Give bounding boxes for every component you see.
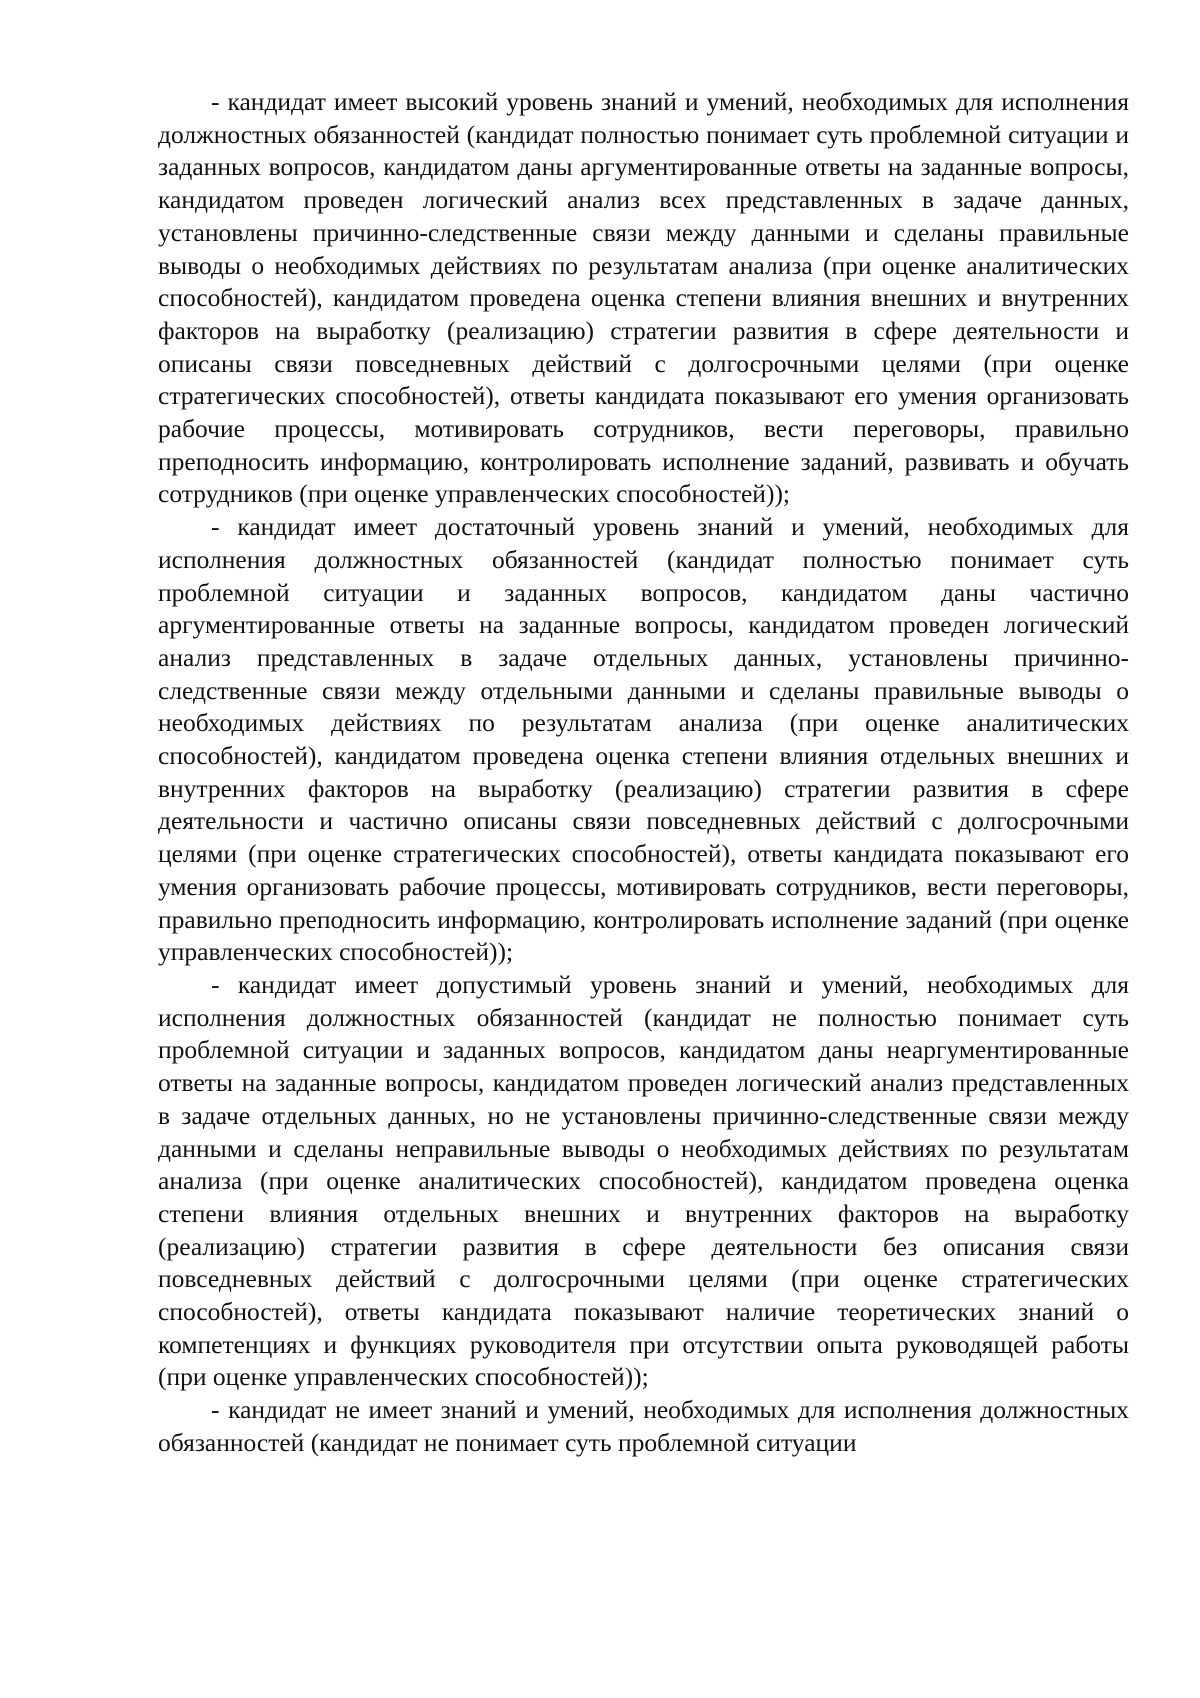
- paragraph-no-knowledge: - кандидат не имеет знаний и умений, необходимых для исполнения должностных обязанностей (кандидат не понимает суть проблемной ситуации: [158, 1395, 1129, 1457]
- paragraph-high-level: - кандидат имеет высокий уровень знаний и умений, необходимых для исполнения должностных обязанностей (кандидат полностью понимает суть проблемной ситуации и заданных вопросов, кандидатом даны аргументированные ответы на заданные вопросы, кандидатом проведен логический анализ всех представленных в задаче данных, установлены причинно-следственные связи между данными и сделаны правильные выводы о необходимых действиях по результатам анализа (при оценке аналитических способностей), кандидатом проведена оценка степени влияния внешних и внутренних факторов на выработку (реализацию) стратегии развития в сфере деятельности и описаны связи повседневных действий с долгосрочными целями (при оценке стратегических способностей), ответы кандидата показывают его умения организовать рабочие процессы, мотивировать сотрудников, вести переговоры, правильно преподносить информацию, контролировать исполнение заданий, развивать и обучать сотрудников (при оценке управленческих способностей));: [158, 87, 1129, 509]
- document-body: [158, 86, 1129, 1460]
- paragraph-acceptable-level: - кандидат имеет допустимый уровень знаний и умений, необходимых для исполнения должностных обязанностей (кандидат не полностью понимает суть проблемной ситуации и заданных вопросов, кандидатом даны неаргументированные ответы на заданные вопросы, кандидатом проведен логический анализ представленных в задаче отдельных данных, но не установлены причинно-следственные связи между данными и сделаны неправильные выводы о необходимых действиях по результатам анализа (при оценке аналитических способностей), кандидатом проведена оценка степени влияния отдельных внешних и внутренних факторов на выработку (реализацию) стратегии развития в сфере деятельности без описания связи повседневных действий с долгосрочными целями (при оценке стратегических способностей), ответы кандидата показывают наличие теоретических знаний о компетенциях и функциях руководителя при отсутствии опыта руководящей работы (при оценке управленческих способностей));: [158, 969, 1129, 1392]
- paragraph-sufficient-level: - кандидат имеет достаточный уровень знаний и умений, необходимых для исполнения должностных обязанностей (кандидат полностью понимает суть проблемной ситуации и заданных вопросов, кандидатом даны частично аргументированные ответы на заданные вопросы, кандидатом проведен логический анализ представленных в задаче отдельных данных, установлены причинно-следственные связи между отдельными данными и сделаны правильные выводы о необходимых действиях по результатам анализа (при оценке аналитических способностей), кандидатом проведена оценка степени влияния отдельных внешних и внутренних факторов на выработку (реализацию) стратегии развития в сфере деятельности и частично описаны связи повседневных действий с долгосрочными целями (при оценке стратегических способностей), ответы кандидата показывают его умения организовать рабочие процессы, мотивировать сотрудников, вести переговоры, правильно преподносить информацию, контролировать исполнение заданий (при оценке управленческих способностей));: [158, 512, 1129, 967]
